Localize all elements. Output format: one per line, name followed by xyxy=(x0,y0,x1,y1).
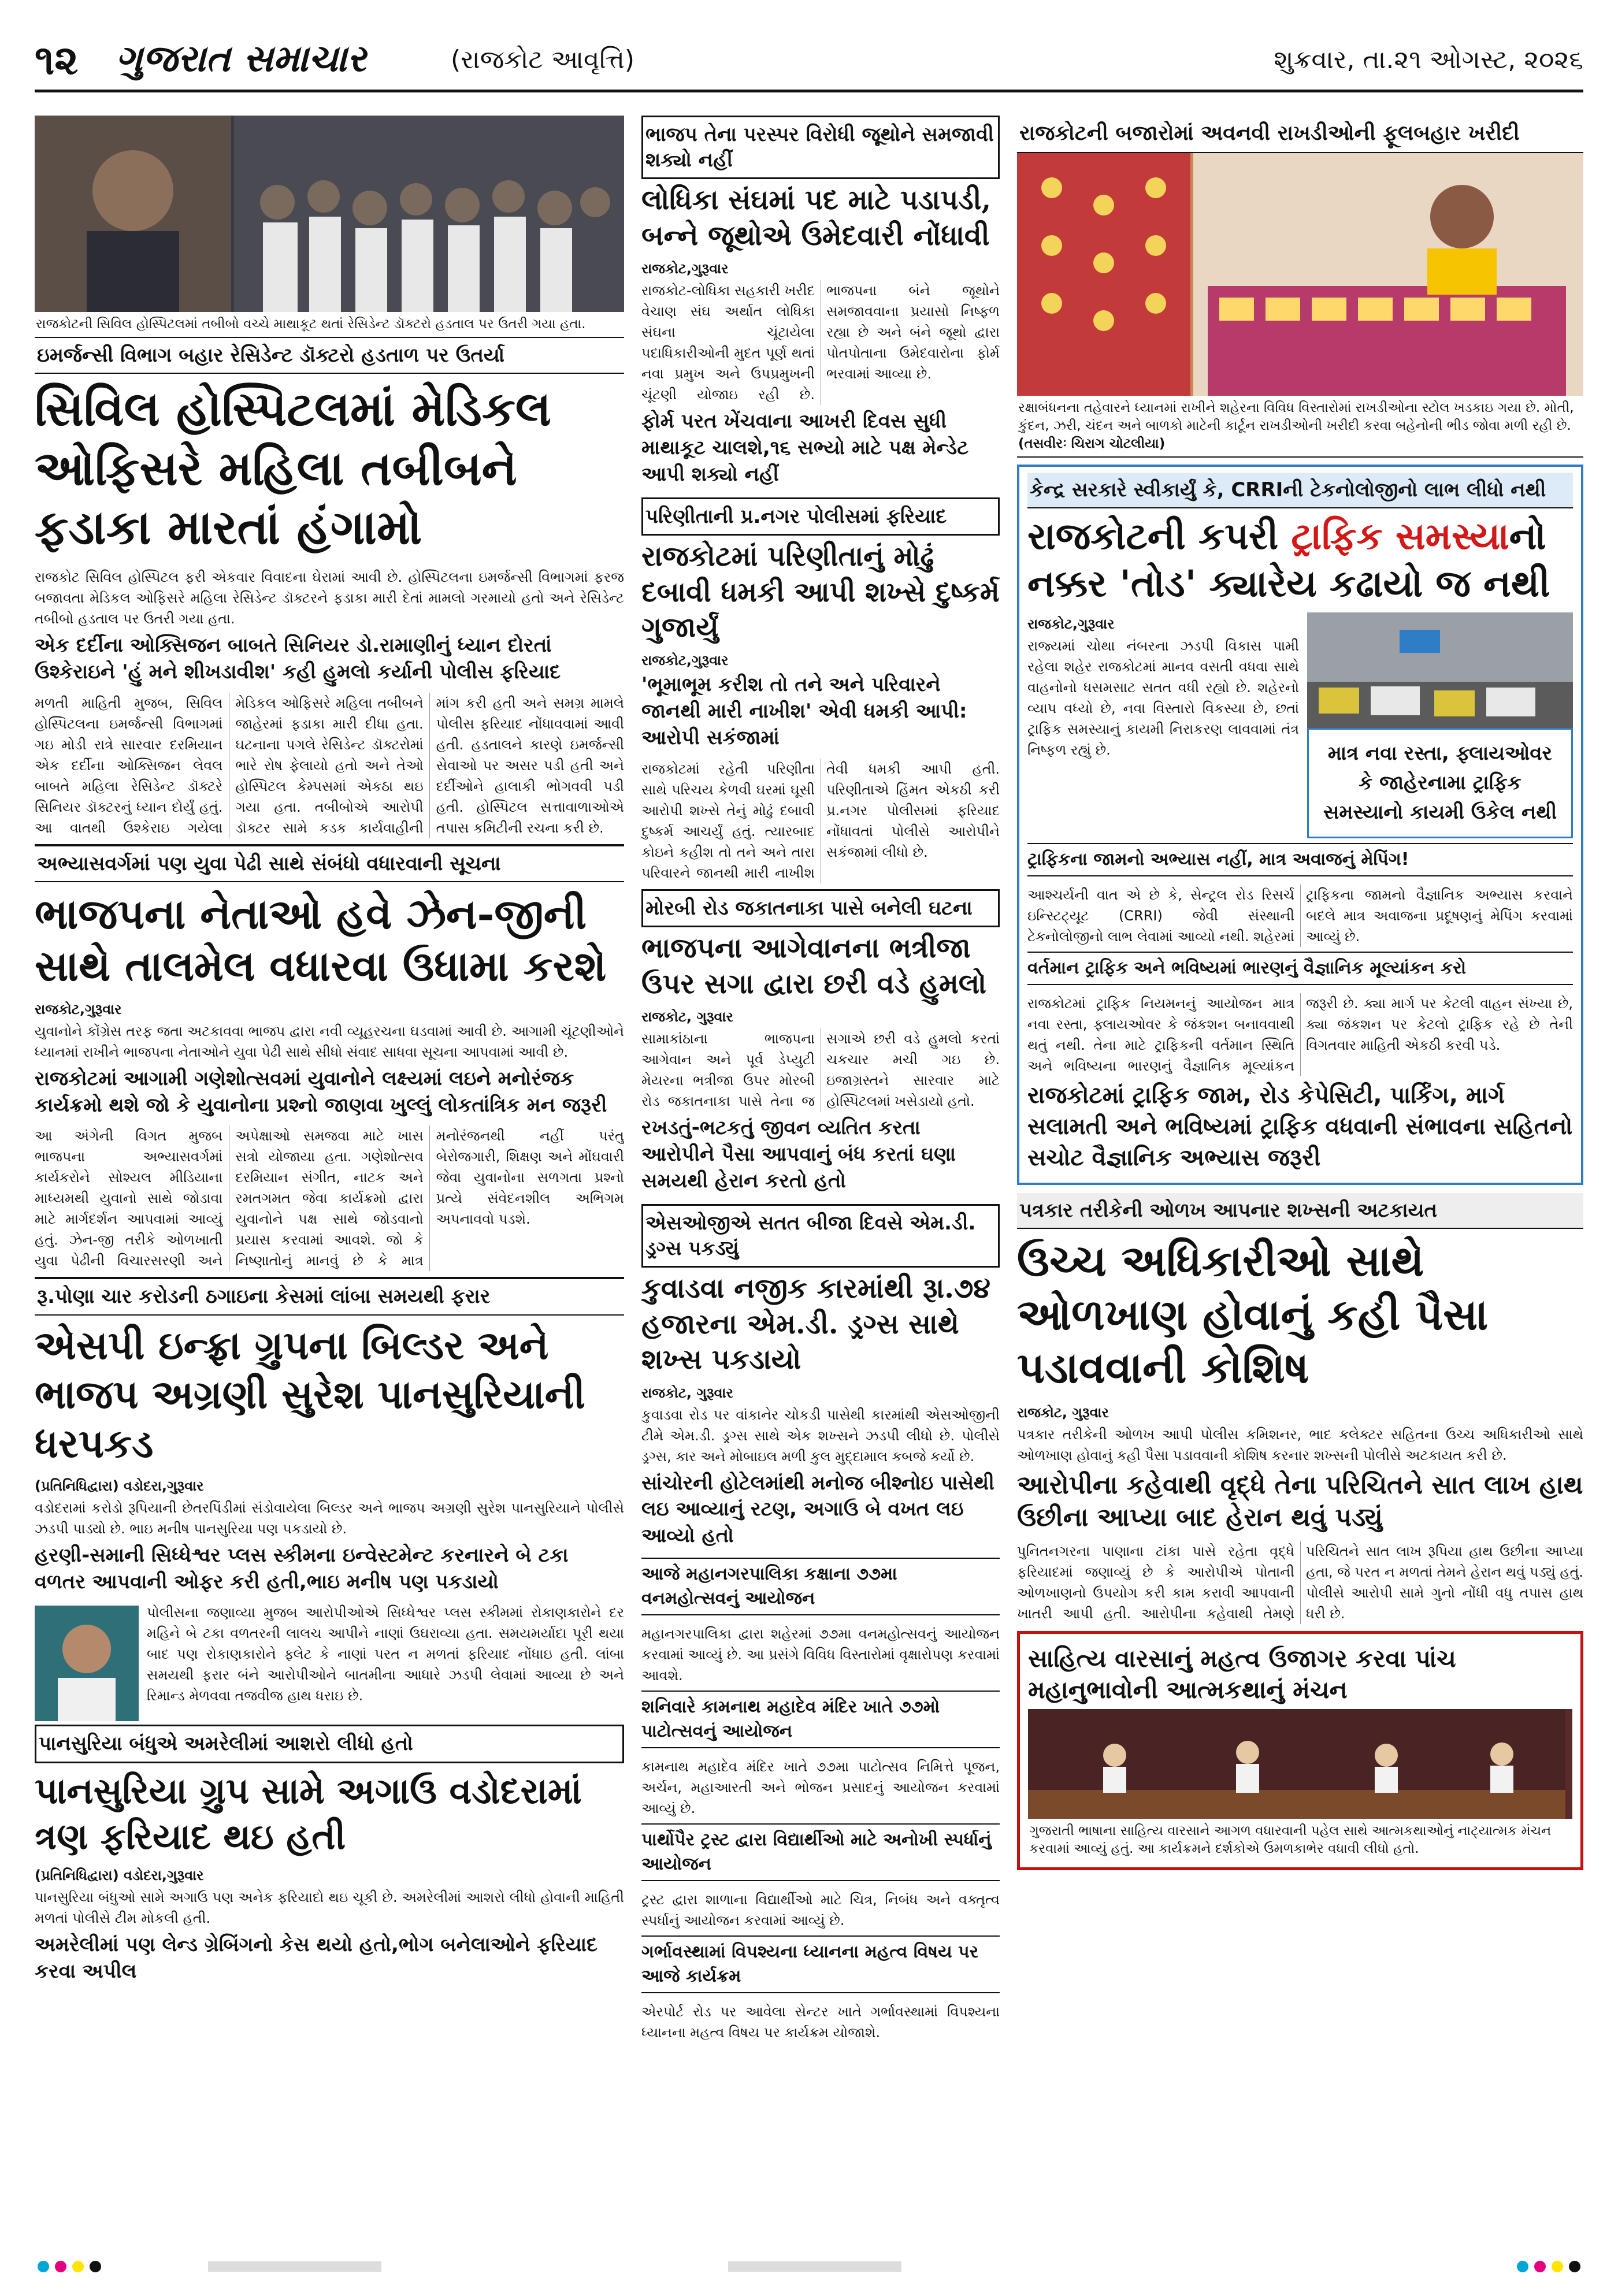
story-subhead: રાજકોટમાં આગામી ગણેશોત્સવમાં યુવાનોને લક્ષ્યમાં લઇને મનોરંજક કાર્યક્રમો થશે જો કે યુવાનોના પ્રશ્નો જાણવા ખુલ્લું લોકતાંત્રિક મન જરૂરી xyxy=(35,1067,607,1117)
story-kicker: પત્રકાર તરીકેની ઓળખ આપનાર શખ્સની અટકાયત xyxy=(1017,1193,1583,1229)
edition-label: (રાજકોટ આવૃત્તિ) xyxy=(451,45,635,75)
headline-part: નો નક્કર 'તોડ' ક્યારેય કઢાયો જ નથી xyxy=(1027,515,1550,606)
story-body: રાજ્યમાં ચોથા નંબરના ઝડપી વિકાસ પામી રહેલા શહેર રાજકોટમાં માનવ વસતી વધવા સાથે વાહનોનો ધસમસાટ સતત વધી રહ્યો છે. શહેરનો વ્યાપ વધ્યો છે, નવા વિસ્તારો વિકસ્યા છે, છતાં ટ્રાફિક સમસ્યાનું કાયમી નિરાકરણ લાવવામાં તંત્ર નિષ્ફળ રહ્યું છે. xyxy=(1027,637,1299,758)
story-subhead: હરણી-સમાની સિધ્ધેશ્વર પ્લસ સ્કીમના ઇન્વેસ્ટમેન્ટ કરનારને બે ટકા વળતર આપવાની ઓફર કરી હતી,ભાઇ મનીષ પણ પકડાયો xyxy=(35,1543,569,1593)
brief-headline: ગર્ભાવસ્થામાં વિપશ્યના ધ્યાનના મહત્વ વિષય પર આજે કાર્યક્રમ xyxy=(641,1935,1000,1993)
pull-quote: માત્ર નવા રસ્તા, ફ્લાયઓવર કે જાહેરનામા ટ્રાફિક સમસ્યાનો કાયમી ઉકેલ નથી xyxy=(1307,728,1573,838)
story-lead: યુવાનોને કોંગ્રેસ તરફ જતા અટકાવવા ભાજપ દ્વારા નવી વ્યૂહરચના ઘડવામાં આવી છે. આગામી ચૂંટણીઓને ધ્યાનમાં રાખીને ભાજપના નેતાઓને યુવા પેઢી સાથે સીધો સંવાદ સાધવા સૂચના આપવામાં આવી છે. xyxy=(35,1023,624,1060)
story-headline: ભાજપના આગેવાનના ભત્રીજા ઉપર સગા દ્વારા છરી વડે હુમલો xyxy=(641,932,987,1000)
story-headline: ભાજપના નેતાઓ હવે ઝેન-જીની સાથે તાલમેલ વધારવા ઉધામા કરશે xyxy=(35,889,607,990)
story-subhead: વર્તમાન ટ્રાફિક અને ભવિષ્યમાં ભારણનું વૈજ્ઞાનિક મૂલ્યાંકન કરો xyxy=(1027,952,1573,985)
accused-photo xyxy=(35,1606,139,1721)
civil-hospital-photo xyxy=(35,116,624,312)
story-subhead: 'ભૂમાભૂમ કરીશ તો તને અને પરિવારને જાનથી મારી નાખીશ' એવી ધમકી આપી: આરોપી સકંજામાં xyxy=(641,673,967,750)
story-body: રાજકોટમાં રહેતી પરિણીતા સાથે પરિચય કેળવી ઘરમાં ઘૂસી આરોપી શખ્સે તેનું મોઢું દબાવી દુષ્કર્મ આચર્યું હતું. ત્યારબાદ કોઇને કહીશ તો તને અને તારા પરિવારને જાનથી મારી નાખીશ તેવી ધમકી આપી હતી. પરિણીતાએ હિંમત એકઠી કરી પ્ર.નગર પોલીસમાં ફરિયાદ નોંધાવતાં પોલીસે આરોપીને સકંજામાં લીધો છે. xyxy=(641,761,1000,882)
literature-feature-box xyxy=(1017,1631,1583,1870)
story-headline: રાજકોટમાં પરિણીતાનું મોઢું દબાવી ધમકી આપી શખ્સે દુષ્કર્મ ગુજાર્યું xyxy=(641,540,1000,644)
story-headline xyxy=(1027,508,1573,612)
story-subhead: આરોપીના કહેવાથી વૃદ્ધે તેના પરિચિતને સાત લાખ હાથ ઉછીના આપ્યા બાદ હેરાન થવું પડ્યું xyxy=(1017,1470,1583,1532)
story-kicker: અભ્યાસવર્ગમાં પણ યુવા પેઢી સાથે સંબંધો વધારવાની સૂચના xyxy=(35,846,624,882)
story-kicker: એસઓજીએ સતત બીજા દિવસે એમ.ડી. ડ્રગ્સ પકડ્યું xyxy=(641,1204,1000,1268)
story-dateline: રાજકોટ, ગુરૂવાર xyxy=(641,1009,733,1026)
page-number: ૧૨ xyxy=(35,36,79,84)
story-dateline: (પ્રતિનિધિદ્વારા) વડોદરા,ગુરૂવાર xyxy=(35,1867,204,1884)
story-headline: સાહિત્ય વારસાનું મહત્વ ઉજાગર કરવા પાંચ મહાનુભાવોની આત્મકથાનું મંચન xyxy=(1028,1644,1456,1704)
story-subhead: સાંચોરની હોટેલમાંથી મનોજ બીશ્નોઇ પાસેથી લઇ આવ્યાનું રટણ, અગાઉ બે વખત લઇ આવ્યો હતો xyxy=(641,1471,994,1548)
brief-headline: આજે મહાનગરપાલિકા કક્ષાના ૭૭મા વનમહોત્સવનું આયોજન xyxy=(641,1558,1000,1615)
story-kicker: ભાજપ તેના પરસ્પર વિરોધી જૂથોને સમજાવી શક્યો નહીં xyxy=(641,116,1000,179)
page-footer xyxy=(35,2253,1583,2276)
story-kicker: ઇમર્જન્સી વિભાગ બહાર રેસિડેન્ટ ડૉક્ટરો હડતાળ પર ઉતર્યા xyxy=(35,338,624,374)
paper-name: ગુજરાત સમાચાર xyxy=(116,37,366,80)
story-body: કુવાડવા રોડ પર વાંકાનેર ચોકડી પાસેથી કારમાંથી એસઓજીની ટીમે એમ.ડી. ડ્રગ્સ સાથે એક શખ્સને ઝડપી લીધો છે. પોલીસે ડ્રગ્સ, કાર અને મોબાઇલ મળી કુલ મુદ્દામાલ કબજે કર્યો છે. xyxy=(641,1406,1000,1465)
story-kicker: રૂ.પોણા ચાર કરોડની ઠગાઇના કેસમાં લાંબા સમયથી ફરાર xyxy=(35,1279,624,1315)
traffic-feature-box xyxy=(1017,465,1583,1185)
story-subhead: ટ્રાફિકના જામનો અભ્યાસ નહીં, માત્ર અવાજનું મેપિંગ! xyxy=(1027,843,1573,876)
brief-headline: પાર્થોપૈર ટ્રસ્ટ દ્વારા વિદ્યાર્થીઓ માટે અનોખી સ્પર્ધાનું આયોજન xyxy=(641,1823,1000,1881)
story-body: આ અંગેની વિગત મુજબ ભાજપના અભ્યાસવર્ગમાં કાર્યકરોને સોશ્યલ મીડિયાના માધ્યમથી યુવાનો સાથે જોડાવા માટે માર્ગદર્શન આપવામાં આવ્યું હતું. ઝેન-જી તરીકે ઓળખાતી યુવા પેઢીની વિચારસરણી અને અપેક્ષાઓ સમજવા માટે ખાસ સત્રો યોજાયા હતા. ગણેશોત્સવ દરમિયાન સંગીત, નાટક અને રમતગમત જેવા કાર્યક્રમો દ્વારા યુવાનોને પક્ષ સાથે જોડવાનો પ્રયાસ કરવામાં આવશે. જો કે નિષ્ણાતોનું માનવું છે કે માત્ર મનોરંજનથી નહીં પરંતુ બેરોજગારી, શિક્ષણ અને મોંઘવારી જેવા યુવાનોના સળગતા પ્રશ્નો પ્રત્યે સંવેદનશીલ અભિગમ અપનાવવો પડશે. xyxy=(35,1128,624,1269)
story-kicker: પાનસુરિયા બંધુએ અમરેલીમાં આશરો લીધો હતો xyxy=(35,1725,624,1763)
story-subhead: રખડતું-ભટકતું જીવન વ્યતિત કરતા આરોપીને પૈસા આપવાનું બંધ કરતાં ઘણા સમયથી હેરાન કરતો હતો xyxy=(641,1116,956,1192)
story-dateline: રાજકોટ,ગુરૂવાર xyxy=(35,1001,122,1017)
story-dateline: રાજકોટ,ગુરૂવાર xyxy=(1027,615,1115,632)
crowd-photo-graphic xyxy=(35,116,624,312)
story-dateline: રાજકોટ, ગુરૂવાર xyxy=(641,1384,733,1401)
story-dateline: રાજકોટ, ગુરૂવાર xyxy=(1017,1404,1109,1421)
story-headline: ઉચ્ચ અધિકારીઓ સાથે ઓળખાણ હોવાનું કહી પૈસા પડાવવાની કોશિષ xyxy=(1017,1236,1489,1394)
story-body: આશ્ચર્યની વાત એ છે કે, સેન્ટ્રલ રોડ રિસર્ચ ઇન્સ્ટિટ્યૂટ (CRRI) જેવી સંસ્થાની ટેકનોલોજીનો લાભ લેવામાં આવ્યો નથી. શહેરમાં ટ્રાફિકના જામનો વૈજ્ઞાનિક અભ્યાસ કરવાને બદલે માત્ર અવાજના પ્રદૂષણનું મેપિંગ કરવામાં આવ્યું છે. xyxy=(1027,886,1573,945)
stage-photo xyxy=(1028,1709,1572,1819)
story-body: પાનસુરિયા બંધુઓ સામે અગાઉ પણ અનેક ફરિયાદો થઇ ચૂકી છે. અમરેલીમાં આશરો લીધો હોવાની માહિતી મળતાં પોલીસે ટીમ મોકલી હતી. xyxy=(35,1889,624,1927)
brief-body: મહાનગરપાલિકા દ્વારા શહેરમાં ૭૭મા વનમહોત્સવનું આયોજન કરવામાં આવ્યું છે. આ પ્રસંગે વિવિધ વિસ્તારોમાં વૃક્ષારોપણ કરવામાં આવશે. xyxy=(641,1626,1000,1684)
story-body: પુનિતનગરના પાણાના ટાંકા પાસે રહેતા વૃદ્ધે ફરિયાદમાં જણાવ્યું છે કે આરોપીએ પોતાની ઓળખાણનો ઉપયોગ કરી કામ કરાવી આપવાની ખાતરી આપી હતી. આરોપીના કહેવાથી તેમણે પરિચિતને સાત લાખ રૂપિયા હાથ ઉછીના આપ્યા હતા, જે પરત ન મળતાં તેમને હેરાન થવું પડ્યું હતું. પોલીસે આરોપી સામે ગુનો નોંધી વધુ તપાસ હાથ ધરી છે. xyxy=(1017,1543,1583,1622)
photo-caption: ગુજરાતી ભાષાના સાહિત્ય વારસાને આગળ વધારવાની પહેલ સાથે આત્મકથાઓનું નાટ્યાત્મક મંચન કરવામાં આવ્યું હતું. આ કાર્યક્રમને દર્શકોએ ઉમળકાભેર વધાવી લીધો હતો. xyxy=(1029,1823,1552,1856)
middle-column xyxy=(641,116,1000,2043)
traffic-jam-graphic xyxy=(1307,612,1573,728)
issue-date: શુક્રવાર, તા.૨૧ ઓગસ્ટ, ૨૦૨૬ xyxy=(1274,45,1583,75)
traffic-photo xyxy=(1307,612,1573,728)
story-body-text: પોલીસના જણાવ્યા મુજબ આરોપીઓએ સિધ્ધેશ્વર પ્લસ સ્કીમમાં રોકાણકારોને દર મહિને બે ટકા વળતરની લાલચ આપીને નાણાં ઉઘરાવ્યા હતા. સમયમર્યાદા પૂરી થયા બાદ પણ રોકાણકારોને ફ્લેટ કે નાણાં પરત ન મળતાં ફરિયાદ નોંધાઇ હતી. લાંબા સમયથી ફરાર બંને આરોપીઓને બાતમીના આધારે ઝડપી લેવામાં આવ્યા છે અને રિમાન્ડ મેળવવા તજવીજ હાથ ધરાઇ છે. xyxy=(147,1604,624,1704)
story-body: રાજકોટમાં ટ્રાફિક નિયમનનું આયોજન માત્ર નવા રસ્તા, ફ્લાયઓવર કે જંકશન બનાવવાથી થતું નથી. તેના માટે ટ્રાફિકની વર્તમાન સ્થિતિ અને ભવિષ્યના ભારણનું વૈજ્ઞાનિક મૂલ્યાંકન જરૂરી છે. ક્યા માર્ગ પર કેટલી વાહન સંખ્યા છે, ક્યા જંકશન પર કેટલો ટ્રાફિક રહે છે તેની વિગતવાર માહિતી એકઠી કરવી પડે. xyxy=(1027,995,1573,1074)
story-kicker: મોરબી રોડ જકાતનાકા પાસે બનેલી ઘટના xyxy=(641,889,1000,927)
story-headline: એસપી ઇન્ફ્રા ગ્રુપના બિલ્ડર અને ભાજપ અગ્રણી સુરેશ પાનસુરિયાની ધરપકડ xyxy=(35,1322,585,1467)
story-body: મળતી માહિતી મુજબ, સિવિલ હોસ્પિટલના ઇમર્જન્સી વિભાગમાં ગઇ મોડી રાત્રે સારવાર દરમિયાન એક દર્દીના ઓક્સિજન લેવલ બાબતે મહિલા રેસિડેન્ટ ડૉક્ટરે સિનિયર ડૉક્ટરનું ધ્યાન દોર્યું હતું. આ વાતથી ઉશ્કેરાઇ ગયેલા મેડિકલ ઓફિસરે મહિલા તબીબને જાહેરમાં ફડાકા મારી દીધા હતા. ઘટનાના પગલે રેસિડેન્ટ ડૉક્ટરોમાં ભારે રોષ ફેલાયો હતો અને તેઓ હોસ્પિટલ કેમ્પસમાં એકઠા થઇ ગયા હતા. તબીબોએ આરોપી ડૉક્ટર સામે કડક કાર્યવાહીની માંગ કરી હતી અને સમગ્ર મામલે પોલીસ ફરિયાદ નોંધાવવામાં આવી હતી. હડતાલને કારણે ઇમર્જન્સી સેવાઓ પર અસર પડી હતી અને દર્દીઓને હાલાકી ભોગવવી પડી હતી. હોસ્પિટલ સત્તાવાળાઓએ તપાસ કમિટીની રચના કરી છે. xyxy=(35,694,624,836)
story-subhead: ફોર્મ પરત ખેંચવાના આખરી દિવસ સુધી માથાકૂટ ચાલશે,૧૬ સભ્યો માટે પક્ષ મેન્ડેટ આપી શક્યો નહીં xyxy=(641,410,968,486)
photo-credit: (તસવીરઃ ચિરાગ ચોટલીયા) xyxy=(1018,436,1166,451)
rakhi-stall-graphic xyxy=(1017,153,1583,396)
print-registration-marks xyxy=(35,2258,1583,2279)
story-body: રાજકોટ-લોધિકા સહકારી ખરીદ વેચાણ સંઘ અર્થાત લોધિકા સંઘના ચૂંટાયેલા પદાધિકારીઓની મુદત પૂર્ણ થતાં નવા પ્રમુખ અને ઉપપ્રમુખની ચૂંટણી યોજાઇ રહી છે. ભાજપના બંને જૂથોને સમજાવવાના પ્રયાસો નિષ્ફળ રહ્યા છે અને બંને જૂથો દ્વારા પોતપોતાના ઉમેદવારોના ફોર્મ ભરવામાં આવ્યા છે. xyxy=(641,283,1000,403)
headline-part: રાજકોટની કપરી xyxy=(1027,515,1279,559)
color-dots-icon xyxy=(35,2258,1583,2275)
portrait-graphic xyxy=(35,1606,139,1721)
story-body xyxy=(35,1599,624,1706)
story-lead: પત્રકાર તરીકેની ઓળખ આપી પોલીસ કમિશનર, ભાદ કલેક્ટર સહિતના ઉચ્ચ અધિકારીઓ સાથે ઓળખાણ હોવાનું કહી પૈસા પડાવવાની કોશિષ કરનાર શખ્સની પોલીસે અટકાયત કરી છે. xyxy=(1017,1426,1583,1463)
brief-headline: શનિવારે કામનાથ મહાદેવ મંદિર ખાતે ૭૭મો પાટોત્સવનું આયોજન xyxy=(641,1691,1000,1748)
story-headline: કુવાડવા નજીક કારમાંથી રૂા.૭૪ હજારના એમ.ડી. ડ્રગ્સ સાથે શખ્સ પકડાયો xyxy=(641,1272,991,1376)
stage-graphic xyxy=(1028,1709,1565,1819)
story-body: સામાકાંઠાના ભાજપના આગેવાન અને પૂર્વ ડેપ્યુટી મેયરના ભત્રીજા ઉપર મોરબી રોડ જકાતનાકા પાસે તેના જ સગાએ છરી વડે હુમલો કરતાં ચકચાર મચી ગઇ છે. ઇજાગ્રસ્તને સારવાર માટે હોસ્પિટલમાં ખસેડાયો હતો. xyxy=(641,1031,1000,1110)
photo-caption: રાજકોટની સિવિલ હોસ્પિટલમાં તબીબો વચ્ચે માથાકૂટ થતાં રેસિડેન્ટ ડૉક્ટરો હડતાલ પર ઉતરી ગયા હતા. xyxy=(35,312,624,338)
headline-highlight: ટ્રાફિક સમસ્યા xyxy=(1291,515,1509,559)
caption-text: રક્ષાબંધનના તહેવારને ધ્યાનમાં રાખીને શહેરના વિવિધ વિસ્તારોમાં રાખડીઓના સ્ટોલ ખડકાઇ ગયા છે. મોતી, કુંદન, ઝરી, ચંદન અને બાળકો માટેની કાર્ટૂન રાખડીઓની ખરીદી કરવા બહેનોની ભીડ જોવા મળી રહી છે. xyxy=(1018,400,1574,433)
brief-body: એરપોર્ટ રોડ પર આવેલા સેન્ટર ખાતે ગર્ભાવસ્થામાં વિપશ્યના ધ્યાનના મહત્વ વિષય પર કાર્યક્રમ યોજાશે. xyxy=(641,2004,1000,2041)
photo-caption xyxy=(1017,396,1583,458)
left-column xyxy=(35,116,624,1989)
story-headline: લોધિકા સંઘમાં પદ માટે પડાપડી, બન્ને જૂથોએ ઉમેદવારી નોંધાવી xyxy=(641,184,992,252)
brief-body: કામનાથ મહાદેવ મંદિર ખાતે ૭૭મા પાટોત્સવ નિમિત્તે પૂજન, અર્ચન, મહાઆરતી અને ભોજન પ્રસાદનું આયોજન કરવામાં આવ્યું છે. xyxy=(641,1759,1000,1817)
story-dateline: (પ્રતિનિધિદ્વારા) વડોદરા,ગુરૂવાર xyxy=(35,1477,204,1494)
story-subhead: રાજકોટમાં ટ્રાફિક જામ, રોડ કેપેસિટી, પાર્કિંગ, માર્ગ સલામતી અને ભવિષ્યમાં ટ્રાફિક વધવાની સંભાવના સહિતનો સચોટ વૈજ્ઞાનિક અભ્યાસ જરૂરી xyxy=(1027,1082,1573,1171)
right-column xyxy=(1017,116,1583,1870)
rakhi-market-photo xyxy=(1017,153,1583,396)
story-headline: પાનસુરિયા ગ્રુપ સામે અગાઉ વડોદરામાં ત્રણ ફરિયાદ થઇ હતી xyxy=(35,1769,582,1857)
story-kicker: રાજકોટની બજારોમાં અવનવી રાખડીઓની ફૂલબહાર ખરીદી xyxy=(1017,116,1583,153)
story-subhead: અમરેલીમાં પણ લેન્ડ ગ્રેબિંગનો કેસ થયો હતો,ભોગ બનેલાઓને ફરિયાદ કરવા અપીલ xyxy=(35,1933,598,1983)
story-lead: વડોદરામાં કરોડો રૂપિયાની છેતરપિંડીમાં સંડોવાયેલા બિલ્ડર અને ભાજપ અગ્રણી સુરેશ પાનસુરિયાને પોલીસે ઝડપી પાડ્યો છે. ભાઇ મનીષ પાનસુરિયા પણ પકડાયો છે. xyxy=(35,1499,624,1537)
story-subhead: એક દર્દીના ઓક્સિજન બાબતે સિનિયર ડો.રામાણીનું ધ્યાન દોરતાં ઉશ્કેરાઇને 'હું મને શીખડાવીશ' કહી હુમલો કર્યાની પોલીસ ફરિયાદ xyxy=(35,633,561,683)
story-dateline: રાજકોટ,ગુરૂવાર xyxy=(641,652,729,669)
story-kicker: પરિણીતાની પ્ર.નગર પોલીસમાં ફરિયાદ xyxy=(641,497,1000,536)
story-lead: રાજકોટ સિવિલ હોસ્પિટલ ફરી એકવાર વિવાદના ઘેરામાં આવી છે. હોસ્પિટલના ઇમર્જન્સી વિભાગમાં ફરજ બજાવતા મેડિકલ ઓફિસરે મહિલા રેસિડેન્ટ ડૉક્ટરને ફડાકા મારી દેતાં મામલો ગરમાયો હતો અને રેસિડેન્ટ તબીબો હડતાલ પર ઉતરી ગયા હતા. xyxy=(35,569,624,627)
story-kicker: કેન્દ્ર સરકારે સ્વીકાર્યું કે, CRRIની ટેકનોલોજીનો લાભ લીધો નથી xyxy=(1027,473,1573,508)
brief-body: ટ્રસ્ટ દ્વારા શાળાના વિદ્યાર્થીઓ માટે ચિત્ર, નિબંધ અને વક્તૃત્વ સ્પર્ધાનું આયોજન કરવામાં આવ્યું છે. xyxy=(641,1892,1000,1929)
story-headline: સિવિલ હોસ્પિટલમાં મેડિકલ ઓફિસરે મહિલા તબીબને ફડાકા મારતાં હંગામો xyxy=(35,381,551,556)
story-dateline: રાજકોટ,ગુરૂવાર xyxy=(641,261,729,277)
page-header xyxy=(35,29,1583,92)
